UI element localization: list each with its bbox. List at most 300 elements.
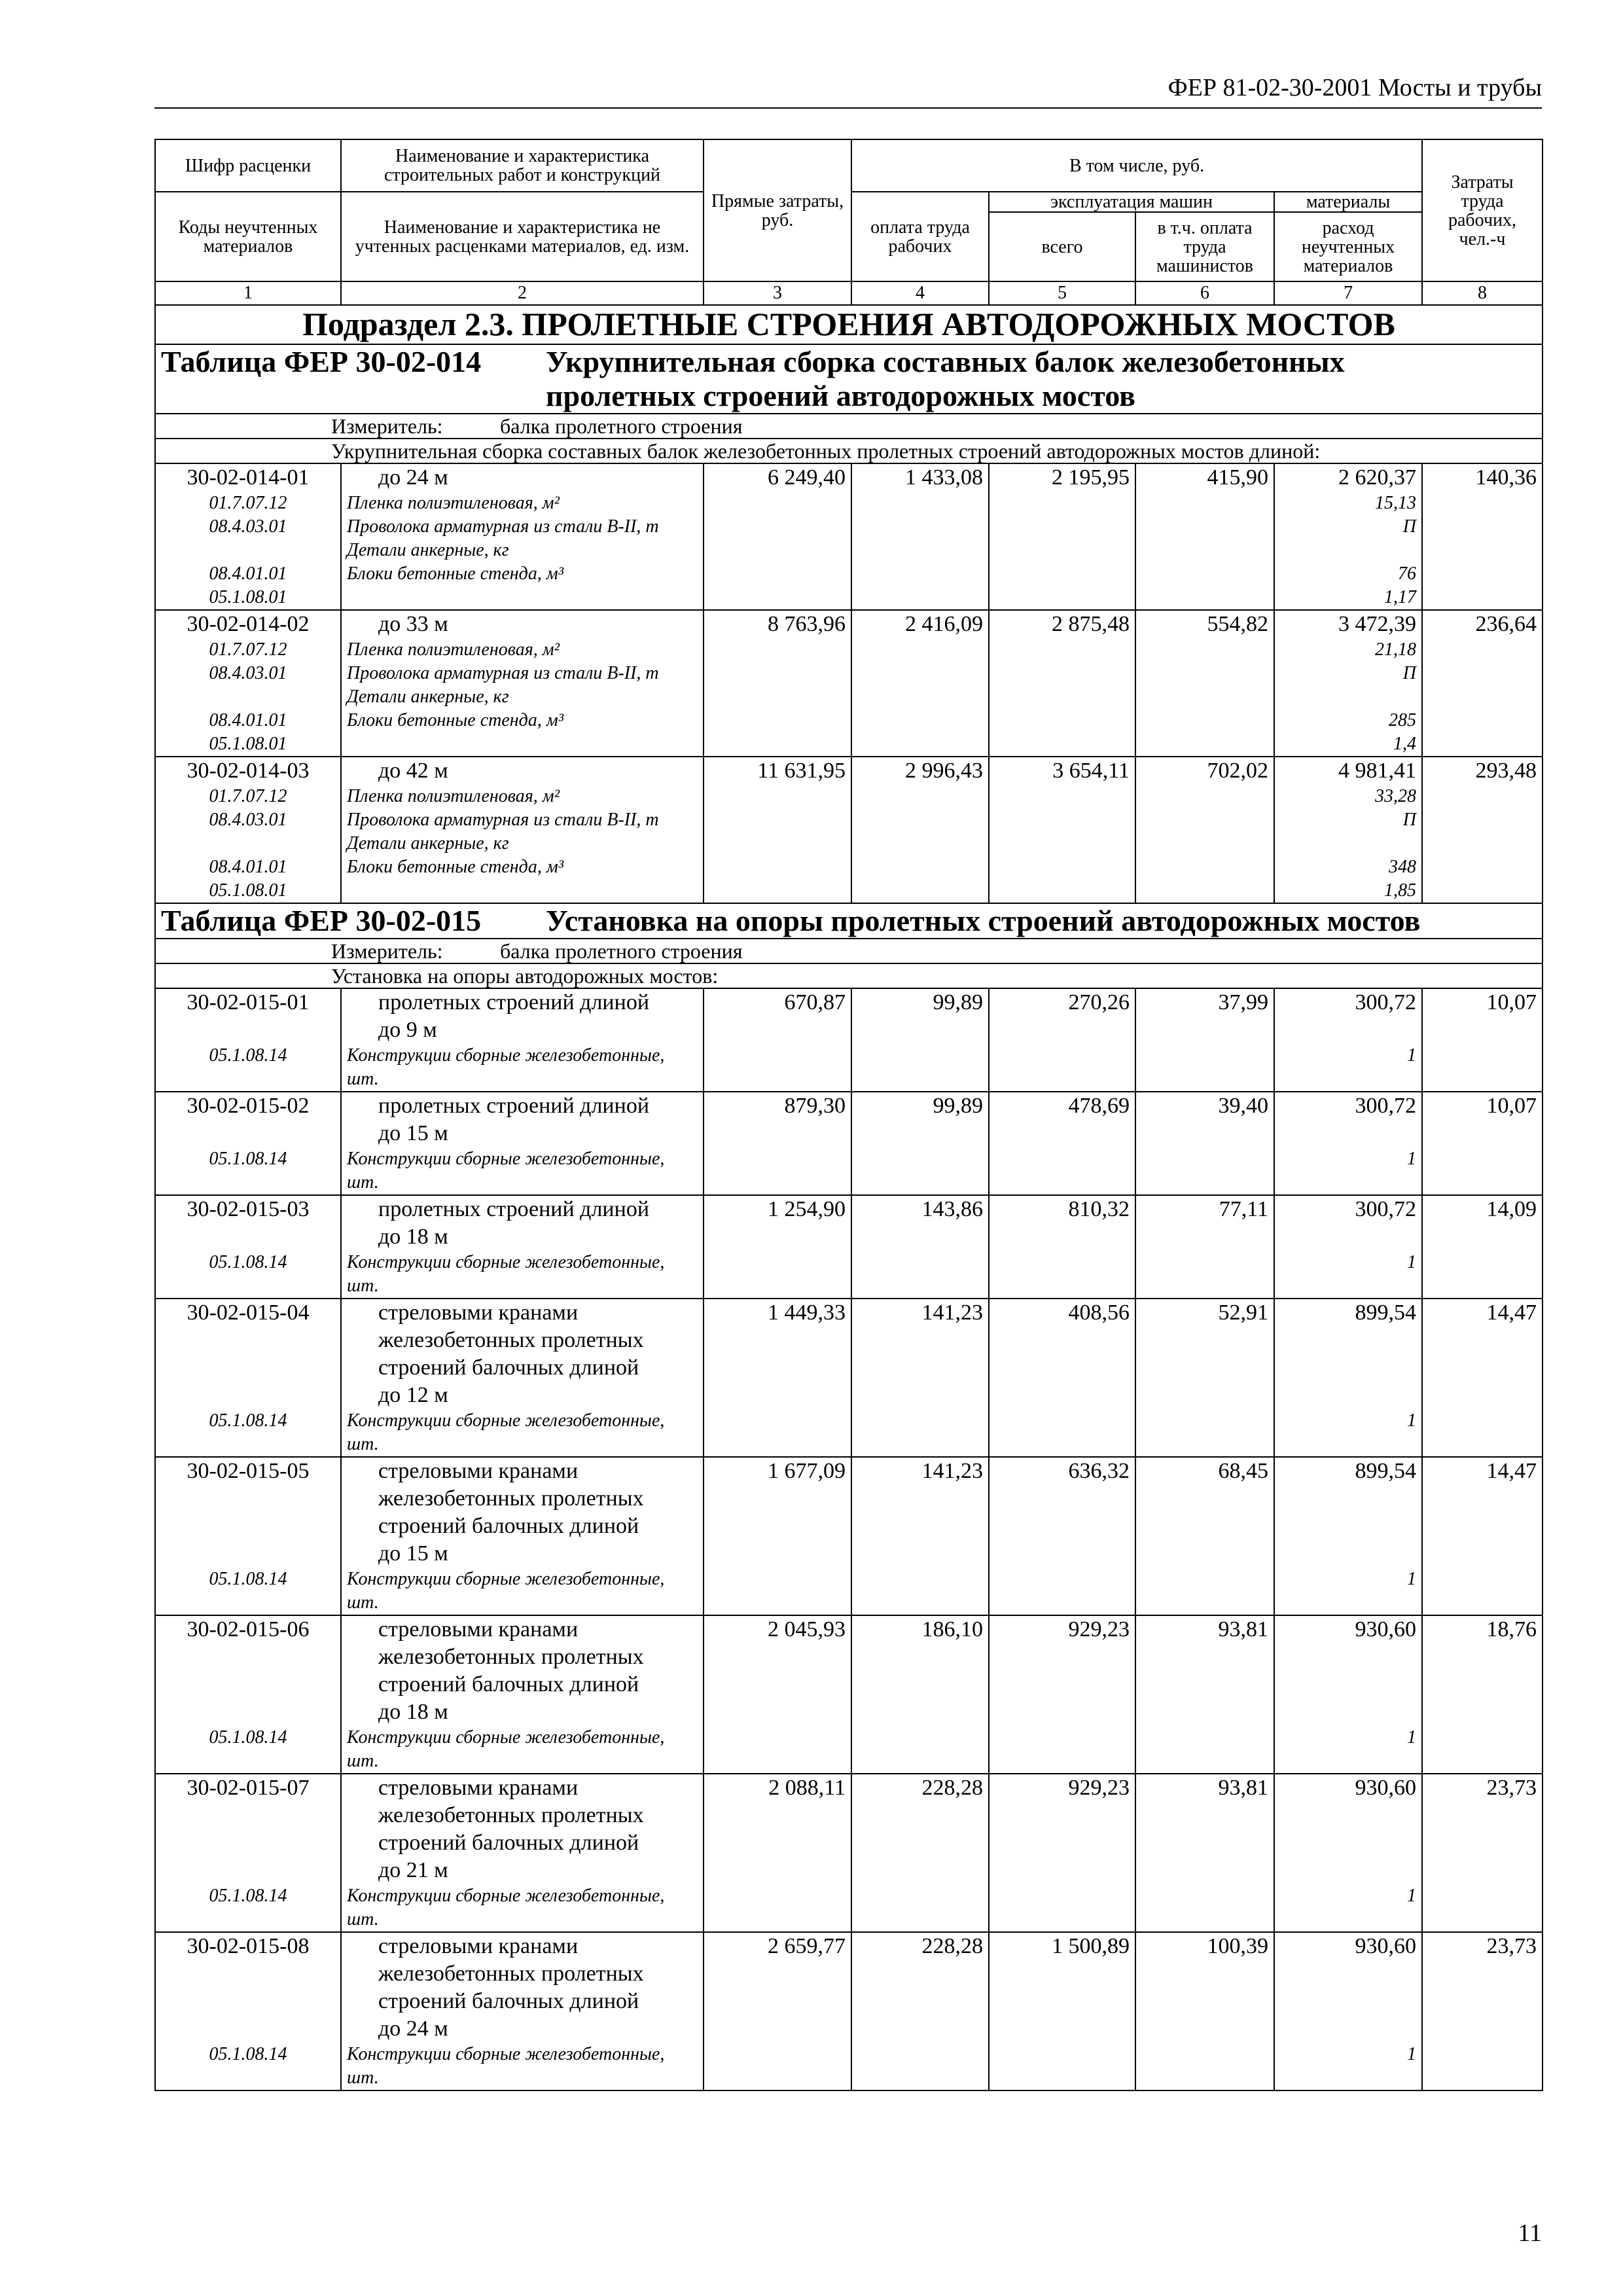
rate-name (347, 1458, 698, 1568)
material-code: 05.1.08.14 (209, 1149, 287, 1169)
rate-value: 930,60 (1355, 1934, 1417, 1958)
table-key: Таблица ФЕР 30-02-015 (161, 904, 482, 937)
material-name: Конструкции сборные железобетонные, шт. (347, 1886, 665, 1929)
code-spacer (161, 1960, 335, 2043)
rate-code: 30-02-015-07 (187, 1776, 310, 1800)
value-cell (989, 1615, 1135, 1774)
rate-name-line: железобетонных пролетных (378, 1328, 644, 1352)
value-cell (1422, 610, 1543, 757)
header-material-codes: Коды неучтенных материалов (155, 192, 341, 281)
value-spacer (1280, 1120, 1416, 1147)
measure-label: Измеритель: (331, 414, 443, 438)
rate-code-cell (155, 1774, 341, 1932)
rate-name (347, 611, 698, 638)
rate-value: 99,89 (933, 990, 983, 1014)
material-code: 05.1.08.14 (209, 2044, 287, 2064)
rate-value: 23,73 (1486, 1776, 1537, 1800)
rate-value: 143,86 (921, 1197, 983, 1221)
rate-name-line: пролетных строений длиной (378, 1197, 650, 1221)
material-code: 05.1.08.14 (209, 1410, 287, 1431)
rate-name-line: до 24 м (378, 465, 448, 490)
material-qty: 348 (1389, 857, 1417, 877)
value-cell (1274, 1195, 1422, 1299)
header-machinist-pay: в т.ч. оплата труда машинистов (1135, 212, 1274, 281)
rate-value: 300,72 (1355, 1197, 1417, 1221)
material-code: 08.4.03.01 (209, 516, 287, 537)
code-spacer (161, 1016, 335, 1044)
rate-name-line: до 21 м (378, 1858, 448, 1882)
rate-name-line: до 18 м (378, 1225, 448, 1249)
rate-code-cell (155, 1457, 341, 1615)
value-cell (851, 1457, 989, 1615)
rate-name-line: пролетных строений длиной (378, 990, 650, 1014)
rate-value: 899,54 (1355, 1300, 1417, 1325)
rate-name-cell (341, 1932, 704, 2090)
rate-name-line: строений балочных длиной (378, 1355, 639, 1380)
value-cell (989, 1932, 1135, 2090)
header-material-names: Наименование и характеристика не учтенных расценками материалов, ед. изм. (341, 192, 704, 281)
material-code: 01.7.07.12 (209, 639, 287, 660)
value-cell (851, 1092, 989, 1195)
material-qty: 76 (1398, 564, 1417, 584)
material-code: 01.7.07.12 (209, 786, 287, 806)
measure-row (155, 939, 1543, 963)
rate-value: 2 195,95 (1052, 465, 1130, 490)
material-qty: 15,13 (1375, 493, 1417, 513)
rate-name-line: строений балочных длиной (378, 1831, 639, 1855)
value-cell (704, 1195, 851, 1299)
group-lead: Установка на опоры автодорожных мостов: (155, 963, 1543, 988)
rate-name-line: стреловыми кранами (378, 1776, 579, 1800)
value-cell (989, 610, 1135, 757)
rate-value: 140,36 (1475, 465, 1537, 490)
rate-name-cell (341, 463, 704, 610)
value-cell (1135, 1457, 1274, 1615)
material-code: 05.1.08.01 (209, 880, 287, 901)
value-cell (851, 757, 989, 903)
value-spacer (1280, 1327, 1416, 1409)
value-cell (704, 1774, 851, 1932)
rate-code: 30-02-015-08 (187, 1934, 310, 1958)
measure-label: Измеритель: (331, 939, 443, 963)
rate-code-cell (155, 1092, 341, 1195)
value-cell (851, 1195, 989, 1299)
rate-value: 23,73 (1486, 1934, 1537, 1958)
value-cell (1135, 610, 1274, 757)
rate-name-line: до 9 м (378, 1018, 437, 1042)
col-num: 2 (341, 281, 704, 305)
col-num: 5 (989, 281, 1135, 305)
material-code: 08.4.01.01 (209, 857, 287, 877)
value-cell (704, 988, 851, 1092)
rate-row (155, 610, 1543, 757)
rate-value: 1 254,90 (768, 1197, 846, 1221)
group-lead: Укрупнительная сборка составных балок железобетонных пролетных строений автодорожных мостов длиной: (155, 439, 1543, 463)
rate-value: 77,11 (1219, 1197, 1268, 1221)
rate-value: 636,32 (1068, 1459, 1130, 1483)
value-cell (851, 1299, 989, 1457)
rate-name-line: стреловыми кранами (378, 1459, 579, 1483)
rate-row (155, 1774, 1543, 1932)
rate-value: 929,23 (1068, 1776, 1130, 1800)
material-code: 05.1.08.14 (209, 1252, 287, 1272)
rate-code: 30-02-015-03 (187, 1197, 310, 1221)
value-cell (1422, 1615, 1543, 1774)
material-qty: 1 (1407, 1045, 1417, 1066)
material-name: Детали анкерные, кг (347, 687, 509, 707)
value-cell (989, 1092, 1135, 1195)
rate-value: 4 981,41 (1338, 759, 1417, 783)
material-code: 08.4.01.01 (209, 710, 287, 730)
value-cell (1422, 988, 1543, 1092)
material-qty: П (1402, 516, 1417, 537)
rate-row (155, 1299, 1543, 1457)
material-qty: 1 (1407, 2044, 1417, 2064)
rate-value: 18,76 (1486, 1617, 1537, 1641)
col-num: 1 (155, 281, 341, 305)
value-spacer (1280, 1960, 1416, 2043)
material-code: 08.4.03.01 (209, 810, 287, 830)
running-header: ФЕР 81-02-30-2001 Мосты и трубы (154, 73, 1542, 109)
rate-name (347, 1774, 698, 1884)
rate-code: 30-02-015-04 (187, 1300, 310, 1325)
table-title-line: Установка на опоры пролетных строений автодорожных мостов (546, 904, 1421, 937)
rate-value: 100,39 (1207, 1934, 1268, 1958)
rate-value: 37,99 (1218, 990, 1268, 1014)
value-cell (989, 1195, 1135, 1299)
code-spacer (161, 1223, 335, 1251)
material-name: Блоки бетонные стенда, м³ (347, 710, 564, 730)
rate-code-cell (155, 1299, 341, 1457)
code-spacer (161, 1120, 335, 1147)
value-cell (989, 1457, 1135, 1615)
rate-name-cell (341, 610, 704, 757)
material-code: 05.1.08.01 (209, 587, 287, 607)
value-cell (989, 757, 1135, 903)
material-qty: 1 (1407, 1886, 1417, 1906)
header-code: Шифр расценки (155, 139, 341, 192)
code-spacer (161, 1802, 335, 1884)
rate-value: 2 996,43 (905, 759, 983, 783)
rate-code: 30-02-014-02 (187, 612, 310, 636)
value-spacer (1280, 1643, 1416, 1726)
value-cell (989, 463, 1135, 610)
material-code: 08.4.03.01 (209, 663, 287, 683)
value-cell (1274, 1615, 1422, 1774)
rate-value: 6 249,40 (768, 465, 846, 490)
material-qty: 33,28 (1375, 786, 1417, 806)
value-cell (1135, 1299, 1274, 1457)
rate-name-line: до 33 м (378, 612, 448, 636)
measure-value: балка пролетного строения (500, 414, 743, 438)
rate-value: 236,64 (1475, 612, 1537, 636)
material-code: 08.4.01.01 (209, 564, 287, 584)
code-spacer (161, 1643, 335, 1726)
rate-value: 1 449,33 (768, 1300, 846, 1325)
material-code: 05.1.08.14 (209, 1569, 287, 1589)
value-spacer (1280, 1485, 1416, 1568)
page-number: 11 (1518, 2219, 1542, 2247)
header-labor: Затраты труда рабочих, чел.-ч (1422, 139, 1543, 281)
rate-value: 93,81 (1218, 1776, 1268, 1800)
rate-name-line: до 12 м (378, 1383, 448, 1407)
value-spacer (1280, 1802, 1416, 1884)
material-qty: П (1402, 810, 1417, 830)
rate-row (155, 1195, 1543, 1299)
table-title-line: пролетных строений автодорожных мостов (546, 379, 1135, 412)
rate-value: 293,48 (1475, 759, 1537, 783)
value-cell (1274, 1774, 1422, 1932)
value-cell (989, 1774, 1135, 1932)
material-code: 05.1.08.14 (209, 1727, 287, 1748)
rate-code-cell (155, 988, 341, 1092)
material-qty: 1 (1407, 1727, 1417, 1748)
value-cell (1274, 1932, 1422, 2090)
rate-value: 2 416,09 (905, 612, 983, 636)
rate-name-line: до 24 м (378, 2017, 448, 2041)
table-title (546, 904, 1495, 938)
value-spacer (1280, 1016, 1416, 1044)
rate-value: 10,07 (1486, 990, 1537, 1014)
material-name: Конструкции сборные железобетонные, шт. (347, 2044, 665, 2088)
value-cell (1274, 1299, 1422, 1457)
value-cell (704, 610, 851, 757)
header-machines: эксплуатация машин (989, 192, 1274, 212)
material-qty: 1 (1407, 1252, 1417, 1272)
material-code: 01.7.07.12 (209, 493, 287, 513)
rate-value: 14,09 (1486, 1197, 1537, 1221)
rate-value: 478,69 (1068, 1094, 1130, 1118)
value-cell (851, 1774, 989, 1932)
header-worker-pay: оплата труда рабочих (851, 192, 989, 281)
header-including: В том числе, руб. (851, 139, 1422, 192)
rate-value: 141,23 (921, 1300, 983, 1325)
rate-name-line: до 42 м (378, 759, 448, 783)
material-name: Проволока арматурная из стали В-II, т (347, 663, 659, 683)
value-cell (1135, 1092, 1274, 1195)
rate-value: 52,91 (1218, 1300, 1268, 1325)
rate-value: 2 659,77 (768, 1934, 846, 1958)
rate-row (155, 1092, 1543, 1195)
material-code: 05.1.08.14 (209, 1886, 287, 1906)
value-cell (1422, 1195, 1543, 1299)
value-cell (1422, 1092, 1543, 1195)
value-cell (704, 757, 851, 903)
material-qty: 1 (1407, 1569, 1417, 1589)
rate-code: 30-02-015-05 (187, 1459, 310, 1483)
subsection-title: Подраздел 2.3. ПРОЛЕТНЫЕ СТРОЕНИЯ АВТОДОРОЖНЫХ МОСТОВ (155, 305, 1543, 344)
value-cell (851, 610, 989, 757)
rate-value: 879,30 (784, 1094, 846, 1118)
rate-name (347, 1092, 698, 1147)
value-cell (704, 1615, 851, 1774)
value-cell (1422, 1774, 1543, 1932)
material-code: 05.1.08.14 (209, 1045, 287, 1066)
header-unaccounted-materials: расход неучтенных материалов (1274, 212, 1422, 281)
rate-code: 30-02-014-03 (187, 759, 310, 783)
rate-name-cell (341, 1457, 704, 1615)
value-cell (1135, 1615, 1274, 1774)
rate-value: 300,72 (1355, 1094, 1417, 1118)
value-cell (989, 988, 1135, 1092)
material-qty: 1,85 (1384, 880, 1417, 901)
material-name: Пленка полиэтиленовая, м² (347, 786, 560, 806)
rate-name (347, 989, 698, 1044)
value-cell (1135, 1932, 1274, 2090)
rate-name (347, 1616, 698, 1726)
material-name: Пленка полиэтиленовая, м² (347, 639, 560, 660)
rate-value: 99,89 (933, 1094, 983, 1118)
table-title (546, 345, 1495, 413)
material-name: Конструкции сборные железобетонные, шт. (347, 1149, 665, 1193)
rate-name-line: железобетонных пролетных (378, 1645, 644, 1669)
material-qty: 285 (1389, 710, 1417, 730)
material-name: Конструкции сборные железобетонные, шт. (347, 1569, 665, 1613)
rate-value: 554,82 (1207, 612, 1268, 636)
rate-value: 929,23 (1068, 1617, 1130, 1641)
rate-name-cell (341, 988, 704, 1092)
rate-code-cell (155, 757, 341, 903)
col-num: 8 (1422, 281, 1543, 305)
rate-row (155, 1615, 1543, 1774)
rate-value: 228,28 (921, 1776, 983, 1800)
rate-value: 14,47 (1486, 1300, 1537, 1325)
rate-name (347, 1196, 698, 1251)
rate-code-cell (155, 1615, 341, 1774)
rate-name (347, 1299, 698, 1409)
value-cell (851, 1615, 989, 1774)
material-name: Проволока арматурная из стали В-II, т (347, 810, 659, 830)
rate-value: 39,40 (1218, 1094, 1268, 1118)
rate-value: 1 500,89 (1052, 1934, 1130, 1958)
value-cell (1274, 463, 1422, 610)
rate-value: 2 620,37 (1338, 465, 1417, 490)
rate-name-cell (341, 1774, 704, 1932)
value-cell (1422, 1932, 1543, 2090)
rate-name-line: железобетонных пролетных (378, 1962, 644, 1986)
material-name: Детали анкерные, кг (347, 833, 509, 853)
col-num: 4 (851, 281, 989, 305)
rate-row (155, 988, 1543, 1092)
header-direct-costs: Прямые затраты, руб. (704, 139, 851, 281)
rate-name-line: до 18 м (378, 1700, 448, 1724)
value-spacer (1280, 1223, 1416, 1251)
value-cell (1422, 1457, 1543, 1615)
rate-code-cell (155, 463, 341, 610)
value-cell (1135, 463, 1274, 610)
rate-code: 30-02-015-01 (187, 990, 310, 1014)
value-cell (704, 463, 851, 610)
value-cell (704, 1457, 851, 1615)
rate-value: 930,60 (1355, 1617, 1417, 1641)
rate-code: 30-02-014-01 (187, 465, 310, 490)
rate-name-line: пролетных строений длиной (378, 1094, 650, 1118)
rate-value: 300,72 (1355, 990, 1417, 1014)
rate-name-line: строений балочных длиной (378, 1672, 639, 1696)
value-cell (704, 1932, 851, 2090)
rate-value: 93,81 (1218, 1617, 1268, 1641)
material-name: Конструкции сборные железобетонные, шт. (347, 1045, 665, 1089)
rate-value: 68,45 (1218, 1459, 1268, 1483)
table-title-line: Укрупнительная сборка составных балок железобетонных (546, 345, 1345, 378)
measure-row (155, 414, 1543, 439)
material-name: Проволока арматурная из стали В-II, т (347, 516, 659, 537)
price-table (154, 139, 1543, 2091)
rate-value: 3 654,11 (1052, 759, 1130, 783)
rate-name-cell (341, 1615, 704, 1774)
value-cell (1135, 988, 1274, 1092)
value-cell (704, 1299, 851, 1457)
material-qty: П (1402, 663, 1417, 683)
value-cell (1274, 1457, 1422, 1615)
table-heading (155, 903, 1543, 939)
rate-name (347, 464, 698, 492)
value-cell (1422, 1299, 1543, 1457)
rate-value: 228,28 (921, 1934, 983, 1958)
col-num: 3 (704, 281, 851, 305)
rate-value: 10,07 (1486, 1094, 1537, 1118)
material-code: 05.1.08.01 (209, 734, 287, 754)
col-num: 7 (1274, 281, 1422, 305)
rate-name-line: стреловыми кранами (378, 1300, 579, 1325)
value-cell (851, 463, 989, 610)
rate-code-cell (155, 1195, 341, 1299)
material-name: Конструкции сборные железобетонные, шт. (347, 1410, 665, 1454)
rate-code: 30-02-015-06 (187, 1617, 310, 1641)
rate-name-line: железобетонных пролетных (378, 1486, 644, 1511)
material-qty: 1,4 (1393, 734, 1417, 754)
value-cell (1135, 1774, 1274, 1932)
rate-name-cell (341, 1299, 704, 1457)
rate-name-line: до 15 м (378, 1121, 448, 1145)
rate-value: 2 088,11 (768, 1776, 846, 1800)
value-cell (989, 1299, 1135, 1457)
rate-value: 2 045,93 (768, 1617, 846, 1641)
value-cell (1274, 988, 1422, 1092)
material-qty: 1 (1407, 1410, 1417, 1431)
material-name: Пленка полиэтиленовая, м² (347, 493, 560, 513)
rate-name (347, 757, 698, 785)
material-qty: 1,17 (1384, 587, 1417, 607)
rate-row (155, 463, 1543, 610)
rate-code-cell (155, 1932, 341, 2090)
measure-value: балка пролетного строения (500, 939, 743, 963)
rate-name-line: стреловыми кранами (378, 1617, 579, 1641)
rate-value: 8 763,96 (768, 612, 846, 636)
rate-value: 14,47 (1486, 1459, 1537, 1483)
rate-value: 186,10 (921, 1617, 983, 1641)
rate-name-cell (341, 1092, 704, 1195)
rate-value: 1 677,09 (768, 1459, 846, 1483)
value-cell (1135, 1195, 1274, 1299)
rate-name-line: до 15 м (378, 1541, 448, 1566)
material-name: Блоки бетонные стенда, м³ (347, 564, 564, 584)
rate-name-line: стреловыми кранами (378, 1934, 579, 1958)
rate-row (155, 1932, 1543, 2090)
rate-value: 1 433,08 (905, 465, 983, 490)
material-name: Детали анкерные, кг (347, 540, 509, 560)
rate-value: 3 472,39 (1338, 612, 1417, 636)
value-cell (1422, 463, 1543, 610)
material-name: Конструкции сборные железобетонные, шт. (347, 1727, 665, 1771)
rate-name-cell (341, 1195, 704, 1299)
rate-value: 930,60 (1355, 1776, 1417, 1800)
rate-row (155, 1457, 1543, 1615)
rate-row (155, 757, 1543, 903)
rate-value: 408,56 (1068, 1300, 1130, 1325)
header-machines-total: всего (989, 212, 1135, 281)
value-cell (704, 1092, 851, 1195)
